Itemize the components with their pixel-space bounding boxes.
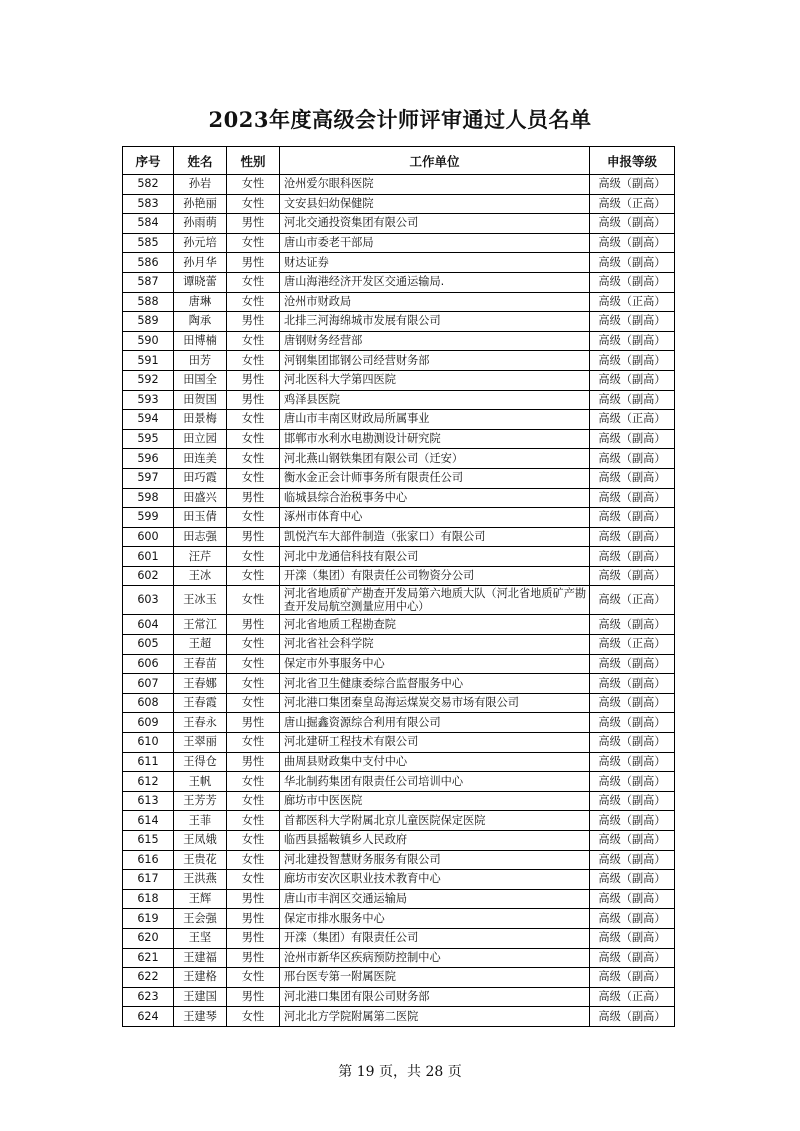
row-seq: 591	[123, 351, 174, 371]
row-work-unit: 衡水金正会计师事务所有限责任公司	[280, 468, 590, 488]
row-level: 高级（正高）	[590, 194, 675, 214]
row-work-unit: 保定市外事服务中心	[280, 654, 590, 674]
row-work-unit: 开滦（集团）有限责任公司物资分公司	[280, 566, 590, 586]
row-name: 王冰	[174, 566, 227, 586]
row-gender: 女性	[227, 674, 280, 694]
table-row	[123, 615, 675, 635]
row-seq: 608	[123, 693, 174, 713]
row-level: 高级（副高）	[590, 233, 675, 253]
row-name: 田盛兴	[174, 488, 227, 508]
page-title: 2023年度高级会计师评审通过人员名单	[208, 107, 592, 132]
row-seq: 592	[123, 370, 174, 390]
row-name: 田贺国	[174, 390, 227, 410]
row-seq: 604	[123, 615, 174, 635]
row-gender: 女性	[227, 272, 280, 292]
table-row	[123, 527, 675, 547]
row-gender: 男性	[227, 615, 280, 635]
row-level: 高级（副高）	[590, 390, 675, 410]
row-level: 高级（副高）	[590, 508, 675, 528]
row-work-unit: 邯郸市水利水电勘测设计研究院	[280, 429, 590, 449]
table-row	[123, 566, 675, 586]
row-name: 田博楠	[174, 331, 227, 351]
row-gender: 男性	[227, 370, 280, 390]
row-gender: 男性	[227, 713, 280, 733]
row-seq: 605	[123, 635, 174, 655]
table-row	[123, 508, 675, 528]
row-level: 高级（副高）	[590, 351, 675, 371]
row-work-unit: 凯悦汽车大部件制造（张家口）有限公司	[280, 527, 590, 547]
row-seq: 588	[123, 292, 174, 312]
row-level: 高级（副高）	[590, 713, 675, 733]
row-gender: 男性	[227, 948, 280, 968]
row-seq: 610	[123, 733, 174, 753]
row-work-unit: 河北省地质矿产勘查开发局第六地质大队（河北省地质矿产勘查开发局航空测量应用中心）	[280, 586, 590, 615]
table-row	[123, 449, 675, 469]
table-row	[123, 909, 675, 929]
row-name: 王得仓	[174, 752, 227, 772]
table-row	[123, 713, 675, 733]
row-name: 王建国	[174, 987, 227, 1007]
row-work-unit: 廊坊市中医医院	[280, 791, 590, 811]
row-seq: 585	[123, 233, 174, 253]
row-name: 田玉倩	[174, 508, 227, 528]
table-row	[123, 586, 675, 615]
row-work-unit: 沧州爱尔眼科医院	[280, 175, 590, 195]
row-name: 王建格	[174, 968, 227, 988]
row-seq: 598	[123, 488, 174, 508]
row-name: 王菲	[174, 811, 227, 831]
row-work-unit: 沧州市财政局	[280, 292, 590, 312]
row-gender: 女性	[227, 654, 280, 674]
row-level: 高级（正高）	[590, 292, 675, 312]
row-work-unit: 唐钢财务经营部	[280, 331, 590, 351]
row-level: 高级（副高）	[590, 674, 675, 694]
row-name: 王超	[174, 635, 227, 655]
table-row	[123, 968, 675, 988]
row-work-unit: 河北省卫生健康委综合监督服务中心	[280, 674, 590, 694]
row-level: 高级（副高）	[590, 831, 675, 851]
row-work-unit: 唐山市委老干部局	[280, 233, 590, 253]
row-name: 谭晓蕾	[174, 272, 227, 292]
row-gender: 女性	[227, 351, 280, 371]
table-row	[123, 987, 675, 1007]
table-row	[123, 488, 675, 508]
row-seq: 589	[123, 312, 174, 332]
row-work-unit: 首都医科大学附属北京儿童医院保定医院	[280, 811, 590, 831]
row-name: 田巧霞	[174, 468, 227, 488]
row-gender: 女性	[227, 508, 280, 528]
row-level: 高级（副高）	[590, 693, 675, 713]
table-row	[123, 850, 675, 870]
row-name: 王建琴	[174, 1007, 227, 1027]
row-work-unit: 唐山掘鑫资源综合利用有限公司	[280, 713, 590, 733]
row-gender: 男性	[227, 987, 280, 1007]
table-row	[123, 233, 675, 253]
row-seq: 584	[123, 214, 174, 234]
row-gender: 男性	[227, 390, 280, 410]
row-seq: 613	[123, 791, 174, 811]
row-seq: 606	[123, 654, 174, 674]
row-seq: 590	[123, 331, 174, 351]
row-gender: 女性	[227, 1007, 280, 1027]
row-gender: 女性	[227, 693, 280, 713]
header-work-unit: 工作单位	[280, 147, 590, 175]
roster-table	[122, 146, 675, 1027]
row-level: 高级（副高）	[590, 772, 675, 792]
row-level: 高级（副高）	[590, 654, 675, 674]
row-gender: 女性	[227, 811, 280, 831]
table-row	[123, 654, 675, 674]
row-gender: 男性	[227, 312, 280, 332]
header-gender: 性别	[227, 147, 280, 175]
row-name: 王翠丽	[174, 733, 227, 753]
row-name: 田国全	[174, 370, 227, 390]
row-gender: 男性	[227, 928, 280, 948]
row-gender: 女性	[227, 468, 280, 488]
row-name: 王春娜	[174, 674, 227, 694]
table-row	[123, 272, 675, 292]
table-row	[123, 811, 675, 831]
row-level: 高级（正高）	[590, 586, 675, 615]
table-row	[123, 547, 675, 567]
row-name: 王春霞	[174, 693, 227, 713]
row-level: 高级（副高）	[590, 175, 675, 195]
table-row	[123, 468, 675, 488]
row-name: 王洪燕	[174, 870, 227, 890]
row-gender: 女性	[227, 870, 280, 890]
row-name: 王坚	[174, 928, 227, 948]
row-level: 高级（副高）	[590, 752, 675, 772]
row-seq: 616	[123, 850, 174, 870]
row-work-unit: 华北制药集团有限责任公司培训中心	[280, 772, 590, 792]
row-level: 高级（副高）	[590, 948, 675, 968]
row-level: 高级（副高）	[590, 429, 675, 449]
row-seq: 587	[123, 272, 174, 292]
table-header-row	[123, 147, 675, 175]
row-work-unit: 河北北方学院附属第二医院	[280, 1007, 590, 1027]
row-gender: 男性	[227, 488, 280, 508]
row-gender: 女性	[227, 449, 280, 469]
header-name: 姓名	[174, 147, 227, 175]
row-level: 高级（副高）	[590, 370, 675, 390]
row-level: 高级（副高）	[590, 909, 675, 929]
table-row	[123, 831, 675, 851]
row-seq: 609	[123, 713, 174, 733]
row-gender: 女性	[227, 233, 280, 253]
row-work-unit: 唐山市丰南区财政局所属事业	[280, 410, 590, 430]
row-level: 高级（副高）	[590, 547, 675, 567]
table-row	[123, 429, 675, 449]
row-work-unit: 河北港口集团有限公司财务部	[280, 987, 590, 1007]
row-seq: 615	[123, 831, 174, 851]
row-work-unit: 河北燕山钢铁集团有限公司（迁安）	[280, 449, 590, 469]
row-work-unit: 临城县综合治税事务中心	[280, 488, 590, 508]
row-work-unit: 唐山市丰润区交通运输局	[280, 889, 590, 909]
row-gender: 女性	[227, 194, 280, 214]
table-row	[123, 948, 675, 968]
row-work-unit: 文安县妇幼保健院	[280, 194, 590, 214]
row-name: 王芳芳	[174, 791, 227, 811]
row-gender: 男性	[227, 909, 280, 929]
table-row	[123, 351, 675, 371]
table-row	[123, 331, 675, 351]
row-seq: 597	[123, 468, 174, 488]
row-gender: 女性	[227, 850, 280, 870]
row-level: 高级（副高）	[590, 850, 675, 870]
row-seq: 619	[123, 909, 174, 929]
table-row	[123, 410, 675, 430]
row-gender: 女性	[227, 635, 280, 655]
row-work-unit: 开滦（集团）有限责任公司	[280, 928, 590, 948]
row-level: 高级（副高）	[590, 449, 675, 469]
row-name: 王辉	[174, 889, 227, 909]
row-seq: 611	[123, 752, 174, 772]
row-seq: 594	[123, 410, 174, 430]
row-work-unit: 北排三河海绵城市发展有限公司	[280, 312, 590, 332]
row-gender: 女性	[227, 831, 280, 851]
row-name: 孙元培	[174, 233, 227, 253]
row-seq: 586	[123, 253, 174, 273]
table-row	[123, 370, 675, 390]
row-name: 陶承	[174, 312, 227, 332]
row-name: 王帆	[174, 772, 227, 792]
row-work-unit: 河北省地质工程勘查院	[280, 615, 590, 635]
row-level: 高级（副高）	[590, 928, 675, 948]
row-seq: 599	[123, 508, 174, 528]
row-work-unit: 河钢集团邯钢公司经营财务部	[280, 351, 590, 371]
row-gender: 女性	[227, 791, 280, 811]
row-level: 高级（副高）	[590, 566, 675, 586]
row-gender: 女性	[227, 547, 280, 567]
roster-body	[123, 175, 675, 1027]
row-seq: 603	[123, 586, 174, 615]
row-seq: 602	[123, 566, 174, 586]
row-work-unit: 曲周县财政集中支付中心	[280, 752, 590, 772]
row-seq: 624	[123, 1007, 174, 1027]
row-name: 王春苗	[174, 654, 227, 674]
header-level: 申报等级	[590, 147, 675, 175]
row-level: 高级（副高）	[590, 733, 675, 753]
table-row	[123, 194, 675, 214]
row-gender: 女性	[227, 586, 280, 615]
row-level: 高级（副高）	[590, 791, 675, 811]
table-row	[123, 674, 675, 694]
row-work-unit: 临西县摇鞍镇乡人民政府	[280, 831, 590, 851]
row-name: 王凤娥	[174, 831, 227, 851]
row-gender: 女性	[227, 410, 280, 430]
row-seq: 583	[123, 194, 174, 214]
row-level: 高级（副高）	[590, 312, 675, 332]
row-gender: 女性	[227, 175, 280, 195]
table-row	[123, 312, 675, 332]
row-name: 王春永	[174, 713, 227, 733]
row-name: 汪芹	[174, 547, 227, 567]
row-seq: 620	[123, 928, 174, 948]
row-work-unit: 沧州市新华区疾病预防控制中心	[280, 948, 590, 968]
row-gender: 女性	[227, 733, 280, 753]
row-name: 田景梅	[174, 410, 227, 430]
row-gender: 男性	[227, 253, 280, 273]
row-gender: 女性	[227, 292, 280, 312]
row-name: 唐琳	[174, 292, 227, 312]
row-work-unit: 鸡泽县医院	[280, 390, 590, 410]
page-footer: 第 19 页，共 28 页	[338, 1064, 462, 1080]
row-gender: 男性	[227, 889, 280, 909]
row-work-unit: 财达证券	[280, 253, 590, 273]
row-seq: 622	[123, 968, 174, 988]
table-row	[123, 693, 675, 713]
row-seq: 618	[123, 889, 174, 909]
header-seq: 序号	[123, 147, 174, 175]
row-gender: 男性	[227, 752, 280, 772]
row-name: 王贵花	[174, 850, 227, 870]
row-name: 王建福	[174, 948, 227, 968]
row-name: 孙艳丽	[174, 194, 227, 214]
row-level: 高级（正高）	[590, 410, 675, 430]
row-level: 高级（副高）	[590, 331, 675, 351]
row-work-unit: 河北交通投资集团有限公司	[280, 214, 590, 234]
table-row	[123, 390, 675, 410]
row-name: 孙雨萌	[174, 214, 227, 234]
row-gender: 女性	[227, 772, 280, 792]
row-work-unit: 廊坊市安次区职业技术教育中心	[280, 870, 590, 890]
row-seq: 623	[123, 987, 174, 1007]
row-name: 王常江	[174, 615, 227, 635]
row-work-unit: 河北省社会科学院	[280, 635, 590, 655]
row-gender: 女性	[227, 566, 280, 586]
row-work-unit: 河北医科大学第四医院	[280, 370, 590, 390]
row-work-unit: 河北中龙通信科技有限公司	[280, 547, 590, 567]
row-seq: 593	[123, 390, 174, 410]
table-row	[123, 733, 675, 753]
row-level: 高级（副高）	[590, 527, 675, 547]
row-gender: 女性	[227, 331, 280, 351]
row-seq: 595	[123, 429, 174, 449]
row-level: 高级（副高）	[590, 214, 675, 234]
row-level: 高级（副高）	[590, 870, 675, 890]
row-level: 高级（副高）	[590, 615, 675, 635]
row-work-unit: 河北港口集团秦皇岛海运煤炭交易市场有限公司	[280, 693, 590, 713]
row-level: 高级（正高）	[590, 987, 675, 1007]
table-row	[123, 791, 675, 811]
row-seq: 617	[123, 870, 174, 890]
row-seq: 612	[123, 772, 174, 792]
row-seq: 596	[123, 449, 174, 469]
row-work-unit: 河北建研工程技术有限公司	[280, 733, 590, 753]
row-gender: 男性	[227, 214, 280, 234]
row-seq: 614	[123, 811, 174, 831]
row-gender: 女性	[227, 429, 280, 449]
table-row	[123, 214, 675, 234]
row-work-unit: 保定市排水服务中心	[280, 909, 590, 929]
row-work-unit: 河北建投智慧财务服务有限公司	[280, 850, 590, 870]
row-gender: 女性	[227, 968, 280, 988]
row-name: 王冰玉	[174, 586, 227, 615]
row-seq: 607	[123, 674, 174, 694]
row-name: 田立园	[174, 429, 227, 449]
row-work-unit: 邢台医专第一附属医院	[280, 968, 590, 988]
table-row	[123, 253, 675, 273]
table-row	[123, 889, 675, 909]
table-row	[123, 752, 675, 772]
table-row	[123, 928, 675, 948]
table-row	[123, 870, 675, 890]
row-level: 高级（副高）	[590, 889, 675, 909]
row-name: 王会强	[174, 909, 227, 929]
row-gender: 男性	[227, 527, 280, 547]
row-level: 高级（副高）	[590, 1007, 675, 1027]
row-level: 高级（副高）	[590, 253, 675, 273]
table-row	[123, 772, 675, 792]
table-row	[123, 1007, 675, 1027]
row-level: 高级（副高）	[590, 811, 675, 831]
row-name: 田志强	[174, 527, 227, 547]
row-level: 高级（副高）	[590, 488, 675, 508]
row-seq: 600	[123, 527, 174, 547]
row-level: 高级（副高）	[590, 272, 675, 292]
table-row	[123, 292, 675, 312]
row-seq: 582	[123, 175, 174, 195]
row-name: 田连美	[174, 449, 227, 469]
row-level: 高级（副高）	[590, 968, 675, 988]
row-work-unit: 唐山海港经济开发区交通运输局.	[280, 272, 590, 292]
row-seq: 601	[123, 547, 174, 567]
row-name: 田芳	[174, 351, 227, 371]
row-work-unit: 涿州市体育中心	[280, 508, 590, 528]
row-name: 孙岩	[174, 175, 227, 195]
row-level: 高级（正高）	[590, 635, 675, 655]
table-row	[123, 635, 675, 655]
row-seq: 621	[123, 948, 174, 968]
row-name: 孙月华	[174, 253, 227, 273]
table-row	[123, 175, 675, 195]
row-level: 高级（副高）	[590, 468, 675, 488]
